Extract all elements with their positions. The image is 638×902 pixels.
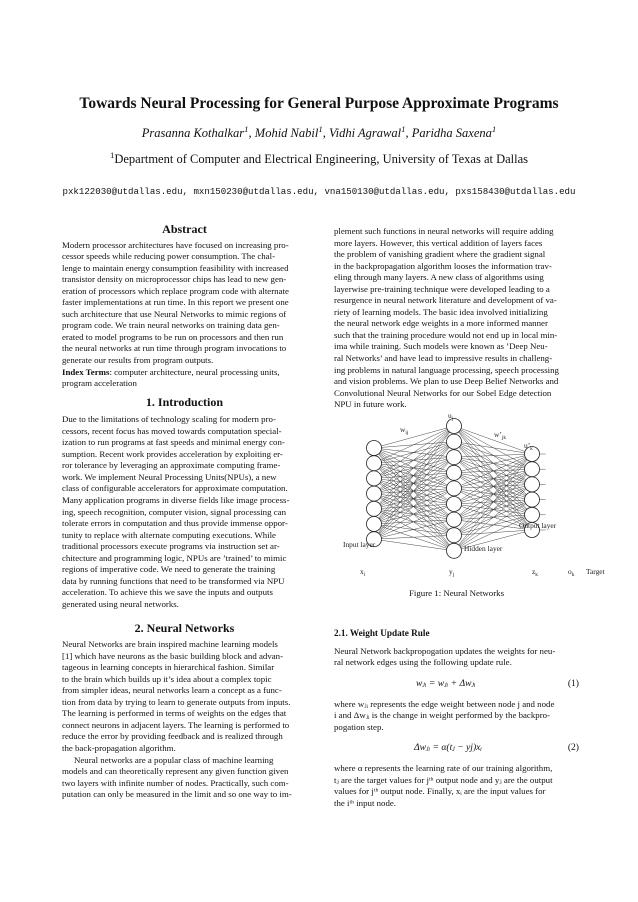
text-line: the neural network edge weights in a more informed manner xyxy=(334,318,548,329)
text-line: chitecture and programming logic, NPUs are ’trained’ to mimic xyxy=(62,552,287,563)
output-layer-label: Output layer xyxy=(519,521,557,530)
hidden-node xyxy=(447,419,462,434)
text-line: class of configurable accelerators for approximate computation. xyxy=(62,483,288,494)
target-label: Target xyxy=(586,567,605,576)
input-hidden-edge xyxy=(374,539,454,551)
author-list: Prasanna Kothalkar$^1$, Mohid Nabil$^1$, Vidhi Agrawal$^1$, Paridha Saxena$^1$ xyxy=(141,123,497,140)
hidden-node xyxy=(447,450,462,465)
input-node xyxy=(367,517,382,532)
equation-2-body: Δwⱼᵢ = α(tⱼ − yj)xᵢ xyxy=(414,742,482,754)
text-line: work. We implement Neural Processing Units(NPUs), a new xyxy=(62,471,277,482)
text-line: sumption. Recent work provides acceleration by exploiting er- xyxy=(62,448,283,459)
author-name: Prasanna Kothalkar xyxy=(141,126,245,140)
left-column xyxy=(62,224,307,801)
equation-2-number: (2) xyxy=(567,742,579,754)
text-line: Neural Network backpropogation updates the weights for neu- xyxy=(334,645,556,656)
hidden-node xyxy=(447,465,462,480)
neural-networks-heading: 2. Neural Networks xyxy=(134,620,235,635)
weight-update-mid xyxy=(334,699,579,734)
text-line: such architecture that use Neural Networks to mimic regions of xyxy=(62,308,287,319)
author-affil-mark: 1 xyxy=(318,123,323,134)
input-node xyxy=(367,501,382,516)
text-line: ral network edges using the following update rule. xyxy=(334,657,512,668)
introduction-body xyxy=(62,414,307,610)
input-layer-label: Input layer xyxy=(343,540,376,549)
output-node xyxy=(525,477,540,492)
hidden-node xyxy=(447,512,462,527)
text-line: ing problems in natural language processing, speech processing xyxy=(334,364,559,375)
text-line: acceleration. To achieve this we save the inputs and outputs xyxy=(62,587,273,598)
affiliation-mark: 1 xyxy=(109,149,115,160)
input-node xyxy=(367,471,382,486)
neural-networks-body xyxy=(62,639,307,754)
input-node xyxy=(367,456,382,471)
weight-update-section xyxy=(334,628,579,809)
text-line: Many application programs in diverse fields like image process- xyxy=(62,495,290,506)
text-line: reduce the error by providing feedback and is realized through xyxy=(62,731,283,742)
author-affil-mark: 1 xyxy=(401,123,406,134)
neural-networks-body-2 xyxy=(62,755,307,801)
neural-network-figure xyxy=(336,410,616,582)
equation-2 xyxy=(334,733,579,763)
text-line: transistor density on microprocessor chips has lead to new gen- xyxy=(62,274,287,285)
text-line: [1] which have neurons as the basic building block and advan- xyxy=(62,650,284,661)
author-name: Paridha Saxena xyxy=(411,126,492,140)
neural-networks-continued xyxy=(334,226,579,411)
text-line: riety of learning models. The basic idea involved initializing xyxy=(334,306,548,317)
weight-ij-label: $w_{ij}$ xyxy=(400,425,409,436)
paper-title: Towards Neural Processing for General Purpose Approximate Programs xyxy=(79,95,559,112)
index-terms xyxy=(62,367,307,390)
input-hidden-edge xyxy=(374,426,454,478)
text-line: regions of imperative code. We need to generate the training xyxy=(62,564,276,575)
text-line: where α represents the learning rate of our training algorithm, xyxy=(334,763,553,774)
text-line: the iᵗʰ input node. xyxy=(334,797,397,808)
text-line: cessors, recent focus has moved towards computation special- xyxy=(62,425,282,436)
output-node xyxy=(525,462,540,477)
output-z-label: $z_k$ xyxy=(532,567,539,578)
weight-update-intro xyxy=(334,646,579,669)
author-name: Vidhi Agrawal xyxy=(328,126,402,140)
figure-caption: Figure 1: Neural Networks xyxy=(408,588,505,598)
hidden-node xyxy=(447,481,462,496)
hidden-node xyxy=(447,543,462,558)
text-line: two layers with infinite number of nodes. Practically, such com- xyxy=(62,777,289,788)
abstract-heading: Abstract xyxy=(162,222,207,236)
author-name: Mohid Nabil xyxy=(254,126,319,140)
text-line: ror tolerance by leveraging an approximate computing frame- xyxy=(62,460,281,471)
equation-1 xyxy=(334,669,579,699)
text-line: tageous in learning concepts in hierarchical fashion. Similar xyxy=(62,662,275,673)
text-line: connect neurons in adjacent layers. The learning is performed to xyxy=(62,719,290,730)
hidden-node xyxy=(447,434,462,449)
output-o-label: $o_k$ xyxy=(568,567,575,578)
bias-uk-label: $u’_k$ xyxy=(524,441,533,452)
text-line: values for jᵗʰ output node. Finally, xᵢ are the input values for xyxy=(334,786,546,797)
text-line: generate our results from program outputs. xyxy=(62,355,214,366)
text-line: plement such functions in neural networks will require adding xyxy=(334,226,554,236)
text-line: more layers. However, this vertical addition of layers faces xyxy=(334,237,543,248)
text-line: data by running functions that need to be transformed via NPU xyxy=(62,575,285,586)
text-line: the back-propagation algorithm. xyxy=(62,742,176,753)
text-line: and vision problems. We plan to use Deep Belief Networks and xyxy=(334,376,559,387)
bias-uj-label: $u_j$ xyxy=(448,411,454,422)
equation-1-number: (1) xyxy=(567,677,579,689)
input-hidden-edge xyxy=(374,535,454,539)
text-line: eling through many layers. A new class of algorithms using xyxy=(334,272,544,283)
text-line: tion from data by trying to learn to generate outputs from inputs. xyxy=(62,696,291,707)
text-line: models and can theoretically represent any given function given xyxy=(62,766,289,777)
text-line: in the backpropagation algorithm looses the information trav- xyxy=(334,260,552,271)
output-node xyxy=(525,492,540,507)
text-line: ima while training. Such models were known as ’Deep Neu- xyxy=(334,341,548,352)
text-line: lenge to maintain energy consumption feasibility with increased xyxy=(62,262,289,273)
text-line: ization to run programs at fast speeds and minimal energy con- xyxy=(62,437,285,448)
text-line: from simpler ideas, neural networks learn a concept as a func- xyxy=(62,685,282,696)
text-line: ral Networks’ and have lead to impressive results in challeng- xyxy=(334,353,553,364)
text-line: Convolutional Neural Networks for our Sobel Edge detection xyxy=(334,387,552,398)
index-terms-label: Index Terms xyxy=(62,366,110,377)
text-line: to the brain which builds up it’s idea about a complex topic xyxy=(62,673,272,684)
text-line: faster implementations at run time. In this report we present one xyxy=(62,297,289,308)
index-terms-line: program acceleration xyxy=(62,378,137,389)
affiliation-text: Department of Computer and Electrical Engineering, University of Texas at Dallas xyxy=(114,152,529,166)
text-line: tolerate errors in computation and thus provide immense oppor- xyxy=(62,518,288,529)
hidden-node xyxy=(447,528,462,543)
text-line: Neural networks are a popular class of machine learning xyxy=(74,754,274,765)
text-line: resurgence in neural network literature and development of va- xyxy=(334,295,557,306)
text-line: tⱼ are the target values for jᵗʰ output node and yⱼ are the output xyxy=(334,774,553,785)
hidden-output-edge xyxy=(454,426,532,454)
text-line: Due to the limitations of technology scaling for modern pro- xyxy=(62,414,276,425)
author-emails: pxk122030@utdallas.edu, mxn150230@utdallas.edu, vna150130@utdallas.edu, pxs158430@utdallas.edu xyxy=(62,186,576,197)
index-terms-line: : computer architecture, neural processing units, xyxy=(109,366,280,377)
hidden-y-label: $y_j$ xyxy=(449,567,455,578)
input-x-label: $x_i$ xyxy=(360,567,366,578)
input-node xyxy=(367,486,382,501)
affiliation xyxy=(0,149,638,167)
introduction-heading: 1. Introduction xyxy=(145,394,224,409)
text-line: NPU in future work. xyxy=(334,399,407,410)
text-line: such that the training procedure would not end up in local min- xyxy=(334,329,558,340)
text-line: eration of processors which replace program code with alternate xyxy=(62,285,289,296)
text-line: ing, speech recognition, computer vision, signal processing can xyxy=(62,506,286,517)
text-line: i and Δwⱼᵢ is the change in weight performed by the backpro- xyxy=(334,710,551,721)
text-line: pogation step. xyxy=(334,721,384,732)
right-column xyxy=(334,226,579,411)
text-line: Neural Networks are brain inspired machine learning models xyxy=(62,639,278,650)
text-line: cessor speeds while reducing power consumption. The chal- xyxy=(62,251,276,262)
weight-update-heading: 2.1. Weight Update Rule xyxy=(334,628,430,638)
weight-update-end xyxy=(334,763,579,809)
text-line: traditional processors execute programs via instruction set ar- xyxy=(62,541,280,552)
text-line: where wⱼᵢ represents the edge weight between node j and node xyxy=(334,698,555,709)
text-line: layerwise pre-training technique were developed leading to a xyxy=(334,283,550,294)
author-affil-mark: 1 xyxy=(491,123,497,134)
author-affil-mark: 1 xyxy=(244,123,249,134)
equation-1-body: wⱼᵢ = wⱼᵢ + Δwⱼᵢ xyxy=(416,677,476,689)
text-line: Modern processor architectures have focused on increasing pro- xyxy=(62,239,289,250)
input-node xyxy=(367,441,382,456)
hidden-node xyxy=(447,497,462,512)
text-line: erated to model programs to be run on processors and then run xyxy=(62,331,284,342)
text-line: The learning is performed in terms of weights on the edges that xyxy=(62,708,287,719)
hidden-layer-label: Hidden layer xyxy=(464,544,503,553)
abstract-body xyxy=(62,240,307,367)
weight-jk-label: $w’_{jk}$ xyxy=(494,430,507,441)
text-line: tunity to replace with alternate computing executions. While xyxy=(62,529,276,540)
text-line: the neural networks at run time through program invocations to xyxy=(62,343,287,354)
text-line: the problem of vanishing gradient where the gradient signal xyxy=(334,249,546,260)
text-line: program code. We train neural networks on training data gen- xyxy=(62,320,280,331)
text-line: putation can only be measured in the limit and so one way to im- xyxy=(62,789,292,800)
text-line: generated using neural networks. xyxy=(62,598,179,609)
